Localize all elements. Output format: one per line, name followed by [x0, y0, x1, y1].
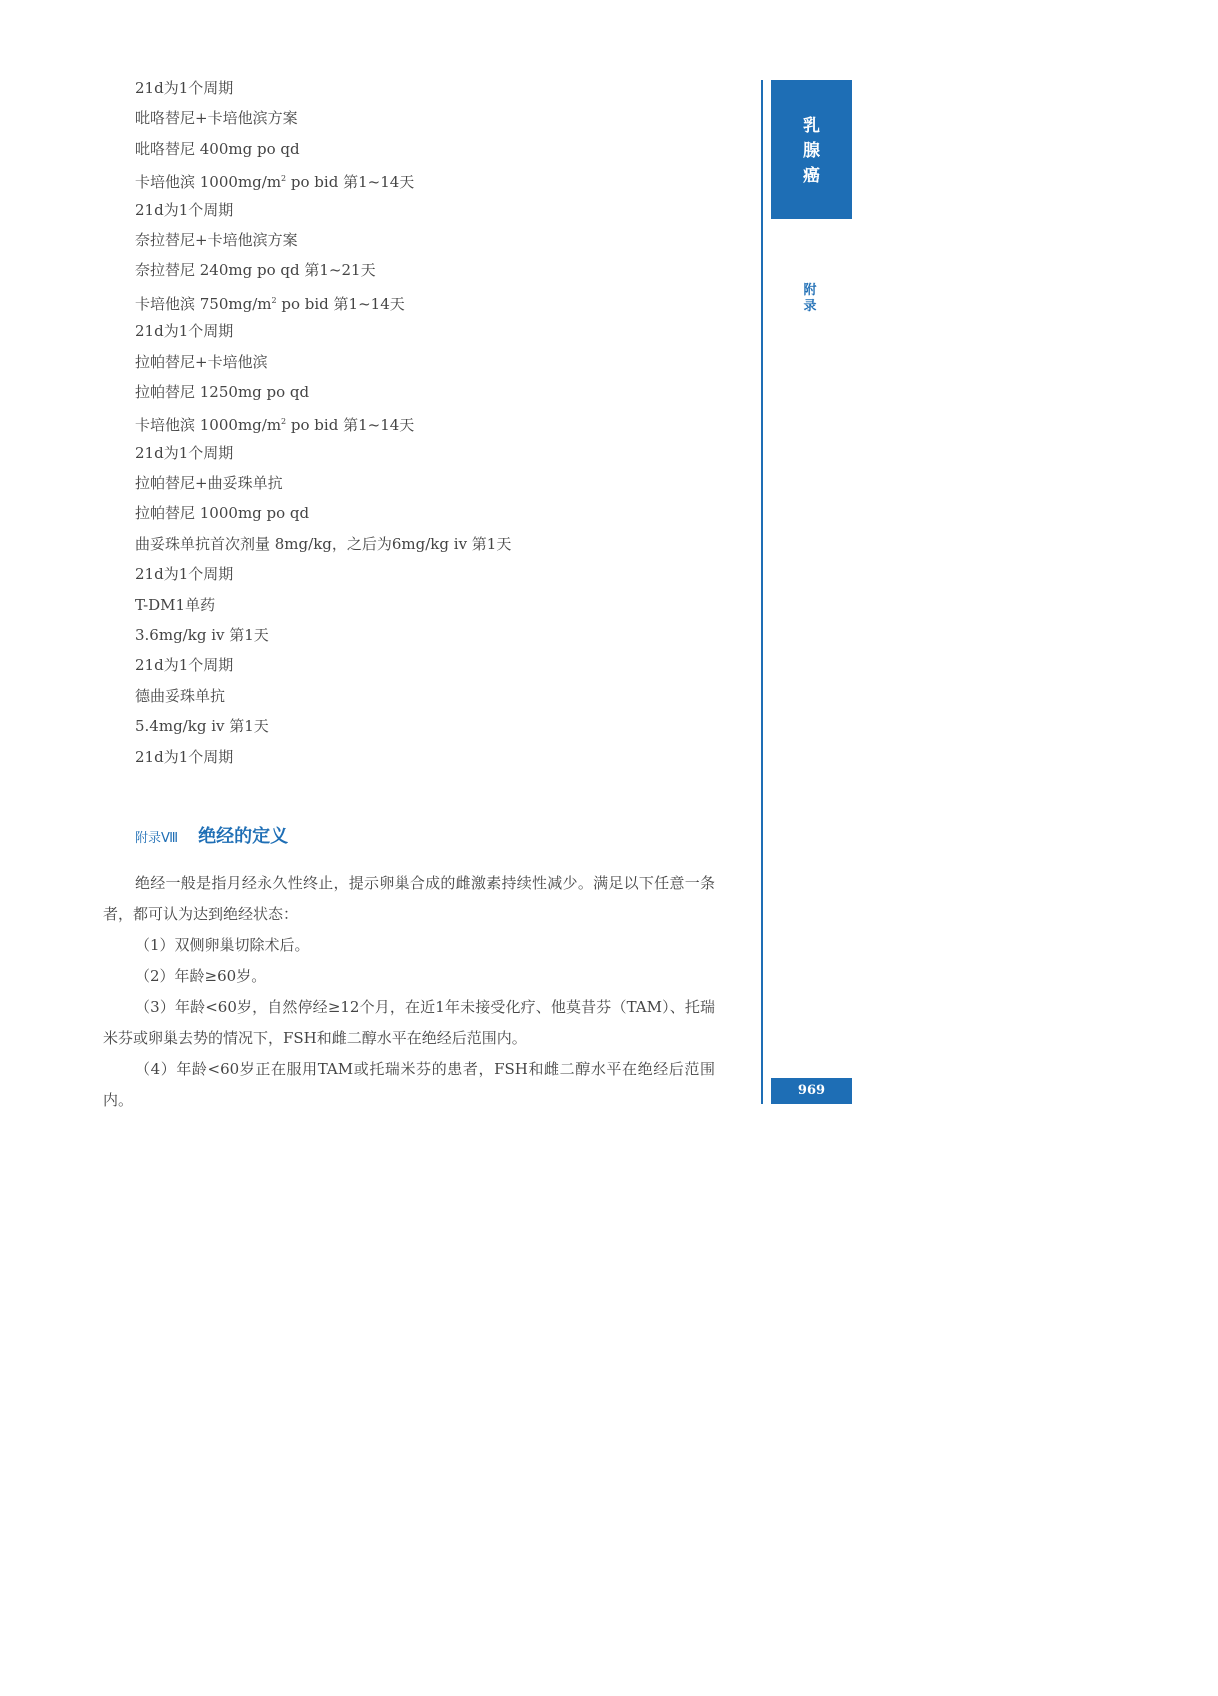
regimen-line: 21d为1个周期 [135, 322, 234, 341]
regimen-list [135, 76, 735, 775]
section-number: 附录Ⅷ [135, 831, 179, 846]
page-number: 969 [771, 1078, 852, 1104]
regimen-line: 吡咯替尼+卡培他滨方案 [135, 109, 298, 128]
margin-rule [761, 80, 763, 1104]
regimen-line: 拉帕替尼+曲妥珠单抗 [135, 474, 283, 493]
chapter-char: 乳 [803, 116, 820, 136]
regimen-line: 吡咯替尼 400mg po qd [135, 139, 300, 158]
regimen-line: 奈拉替尼+卡培他滨方案 [135, 230, 298, 249]
regimen-line: 奈拉替尼 240mg po qd 第1~21天 [135, 261, 376, 280]
body-text [103, 868, 715, 1116]
regimen-line: 3.6mg/kg iv 第1天 [135, 626, 269, 645]
paragraph: （3）年龄<60岁，自然停经≥12个月，在近1年未接受化疗、他莫昔芬（TAM）、托瑞米芬或卵巢去势的情况下，FSH和雌二醇水平在绝经后范围内。 [103, 998, 715, 1047]
regimen-line: 21d为1个周期 [135, 79, 234, 97]
regimen-line: T-DM1单药 [135, 595, 216, 614]
regimen-line: 21d为1个周期 [135, 443, 234, 462]
section-heading [135, 822, 288, 848]
regimen-line: 21d为1个周期 [135, 565, 234, 584]
regimen-line: 拉帕替尼+卡培他滨 [135, 352, 268, 371]
regimen-line: 5.4mg/kg iv 第1天 [135, 717, 269, 736]
paragraph: （1）双侧卵巢切除术后。 [135, 936, 310, 954]
regimen-line: 卡培他滨 $750mg/m^2$ po bid 第1~14天 [135, 294, 405, 313]
chapter-tab [771, 80, 852, 219]
regimen-line: 曲妥珠单抗首次剂量 8mg/kg，之后为6mg/kg iv 第1天 [135, 534, 512, 553]
paragraph: 绝经一般是指月经永久性终止，提示卵巢合成的雌激素持续性减少。满足以下任意一条者，都可认为达到绝经状态： [103, 874, 715, 923]
regimen-line: 德曲妥珠单抗 [135, 686, 226, 705]
regimen-line: 拉帕替尼 1250mg po qd [135, 382, 310, 401]
regimen-line: 21d为1个周期 [135, 747, 234, 766]
chapter-char: 腺 [803, 141, 820, 161]
section-tab [795, 283, 825, 315]
regimen-line: 卡培他滨 $1000mg/m^2$ po bid 第1~14天 [135, 173, 415, 192]
regimen-line: 卡培他滨 $1000mg/m^2$ po bid 第1~14天 [135, 416, 415, 435]
section-title-text: 绝经的定义 [198, 826, 289, 847]
regimen-line: 拉帕替尼 1000mg po qd [135, 504, 310, 523]
chapter-char: 癌 [803, 166, 820, 186]
paragraph: （4）年龄<60岁正在服用TAM或托瑞米芬的患者，FSH和雌二醇水平在绝经后范围内。 [103, 1060, 715, 1109]
regimen-line: 21d为1个周期 [135, 200, 234, 219]
section-char: 附 [803, 283, 817, 298]
section-char: 录 [803, 299, 817, 314]
regimen-line: 21d为1个周期 [135, 656, 234, 675]
paragraph: （2）年龄≥60岁。 [135, 967, 267, 985]
